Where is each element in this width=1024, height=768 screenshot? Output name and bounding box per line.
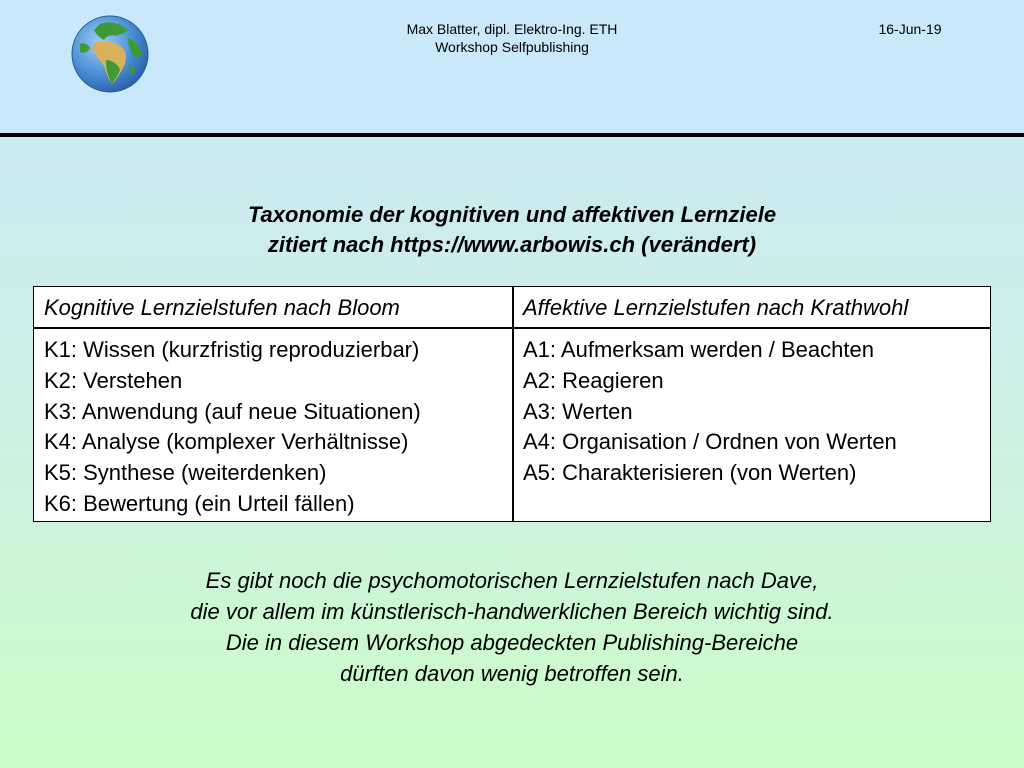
note-line-2: die vor allem im künstlerisch-handwerklichen Bereich wichtig sind. — [190, 599, 834, 624]
affective-header: Affektive Lernzielstufen nach Krathwohl — [523, 295, 909, 320]
cognitive-list — [44, 335, 421, 520]
note-line-1: Es gibt noch die psychomotorischen Lernzielstufen nach Dave, — [205, 568, 819, 593]
header-event: Workshop Selfpublishing — [435, 39, 589, 55]
affective-item-a1: A1: Aufmerksam werden / Beachten — [523, 337, 874, 362]
note-line-4: dürften davon wenig betroffen sein. — [340, 661, 684, 686]
table-header-divider — [34, 327, 990, 329]
cognitive-item-k4: K4: Analyse (komplexer Verhältnisse) — [44, 429, 409, 455]
psychomotor-note — [62, 565, 962, 689]
header-band — [0, 0, 1024, 133]
affective-item-a3: A3: Werten — [523, 398, 633, 424]
affective-item-a2: A2: Reagieren — [523, 367, 664, 393]
table-column-divider — [512, 287, 514, 521]
cognitive-header: Kognitive Lernzielstufen nach Bloom — [44, 295, 400, 320]
globe-icon — [70, 14, 150, 94]
header-date: 16-Jun-19 — [878, 21, 942, 37]
affective-item-a5: A5: Charakterisieren (von Werten) — [523, 460, 857, 486]
title-line-1: Taxonomie der kognitiven und affektiven Lernziele — [247, 202, 777, 227]
header-divider — [0, 133, 1024, 137]
title-line-2: zitiert nach https://www.arbowis.ch (verändert) — [267, 232, 757, 257]
slide-title — [112, 200, 912, 260]
cognitive-item-k5: K5: Synthese (weiterdenken) — [44, 460, 327, 486]
cognitive-item-k2: K2: Verstehen — [44, 367, 183, 393]
taxonomy-table — [33, 286, 991, 522]
affective-item-a4: A4: Organisation / Ordnen von Werten — [523, 429, 897, 455]
cognitive-item-k6: K6: Bewertung (ein Urteil fällen) — [44, 490, 355, 516]
note-line-3: Die in diesem Workshop abgedeckten Publishing-Bereiche — [225, 630, 799, 655]
cognitive-item-k1: K1: Wissen (kurzfristig reproduzierbar) — [44, 337, 420, 362]
header-author: Max Blatter, dipl. Elektro-Ing. ETH — [406, 21, 618, 37]
affective-list — [523, 335, 897, 489]
cognitive-item-k3: K3: Anwendung (auf neue Situationen) — [44, 398, 421, 424]
